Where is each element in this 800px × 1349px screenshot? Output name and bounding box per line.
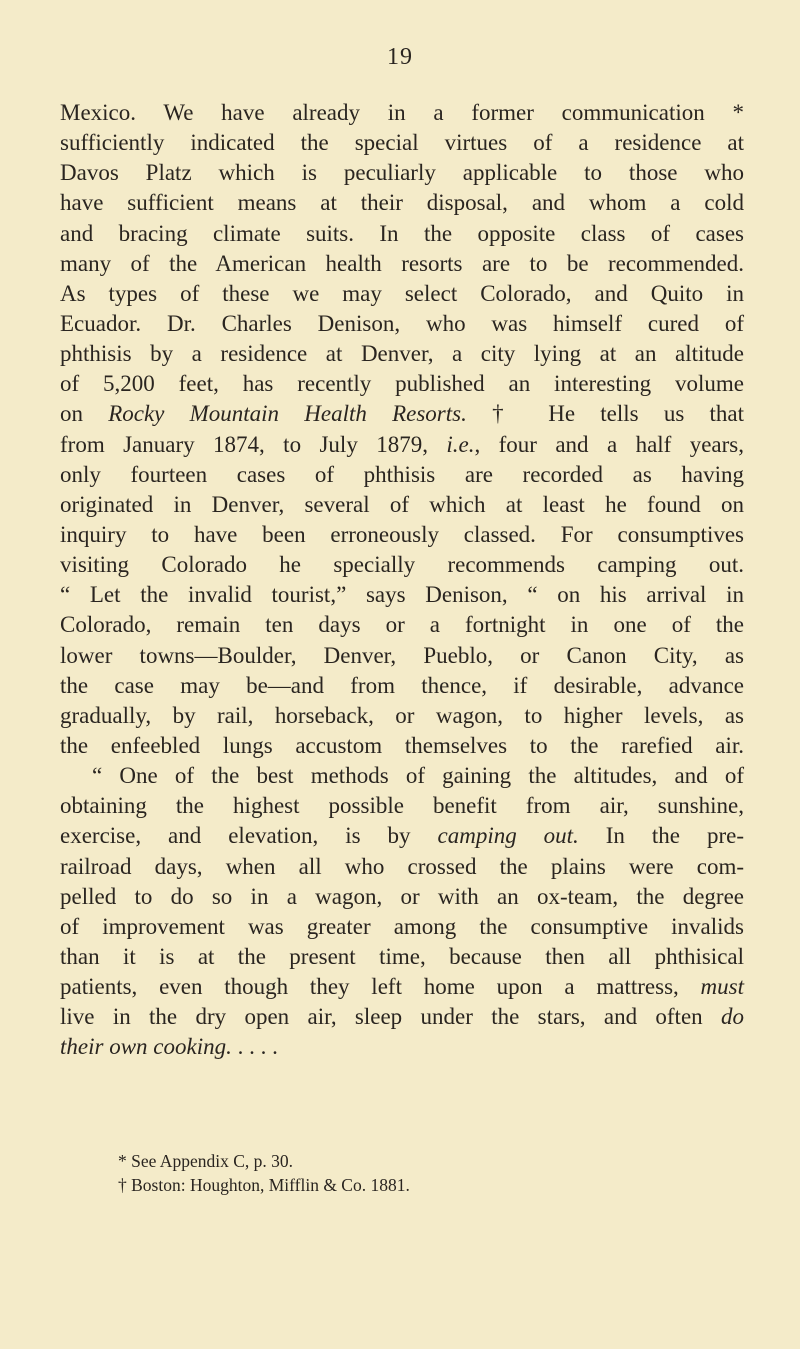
text-line: of 5,200 feet, has recently published an interesting volume — [60, 371, 744, 397]
text-line: on Rocky Mountain Health Resorts. † He tells us that — [60, 401, 744, 427]
text-line: patients, even though they left home upon a mattress, must — [60, 974, 744, 1000]
text-line: lower towns—Boulder, Denver, Pueblo, or Canon City, as — [60, 642, 744, 668]
text-line: originated in Denver, several of which at least he found on — [60, 491, 744, 517]
text-line: Colorado, remain ten days or a fortnight in one of the — [60, 612, 744, 638]
text-line: visiting Colorado he specially recommends camping out. — [60, 552, 744, 578]
text-line: from January 1874, to July 1879, i.e., four and a half years, — [60, 431, 745, 457]
text-line: their own cooking. . . . . — [60, 1034, 278, 1060]
emphasis: camping out. — [437, 823, 579, 849]
text-line: Ecuador. Dr. Charles Denison, who was himself cured of — [60, 310, 744, 336]
text-line: Mexico. We have already in a former communication * — [60, 100, 744, 125]
page-number: 19 — [387, 44, 413, 70]
text-line: many of the American health resorts are to be recommended. — [60, 250, 744, 276]
text-line: phthisis by a residence at Denver, a city lying at an altitude — [60, 341, 744, 367]
book-title: Rocky Mountain Health Resorts. — [108, 401, 467, 427]
text-line: have sufficient means at their disposal, and whom a cold — [60, 190, 744, 216]
text-line: “ One of the best methods of gaining the altitudes, and of — [92, 763, 744, 789]
text-line: the enfeebled lungs accustom themselves to the rarefied air. — [60, 732, 744, 758]
text-line: obtaining the highest possible benefit from air, sunshine, — [60, 793, 744, 819]
text-line: Davos Platz which is peculiarly applicable to those who — [60, 160, 744, 186]
emphasis: must — [700, 974, 744, 1000]
text-line: exercise, and elevation, is by camping out. In the pre- — [60, 823, 744, 849]
emphasis: their own cooking. — [60, 1034, 232, 1060]
text-line: and bracing climate suits. In the opposite class of cases — [60, 220, 744, 246]
text-line: live in the dry open air, sleep under the stars, and often do — [60, 1004, 744, 1030]
footnote: † Boston: Houghton, Mifflin & Co. 1881. — [118, 1175, 410, 1195]
text-line: “ Let the invalid tourist,” says Denison, “ on his arrival in — [60, 582, 744, 608]
text-line: only fourteen cases of phthisis are recorded as having — [60, 461, 744, 487]
text-line: the case may be—and from thence, if desirable, advance — [60, 672, 744, 698]
text-line: pelled to do so in a wagon, or with an ox-team, the degree — [60, 883, 744, 909]
text-line: inquiry to have been erroneously classed. For consumptives — [60, 521, 744, 547]
footnote: * See Appendix C, p. 30. — [118, 1151, 293, 1171]
body-text — [60, 98, 744, 1063]
text-line: gradually, by rail, horseback, or wagon, to higher levels, as — [60, 702, 744, 728]
text-line: railroad days, when all who crossed the plains were com- — [60, 853, 744, 879]
emphasis: do — [721, 1004, 744, 1030]
text-line: of improvement was greater among the consumptive invalids — [60, 913, 744, 939]
text-line: than it is at the present time, because then all phthisical — [60, 943, 744, 969]
text-line: sufficiently indicated the special virtues of a residence at — [60, 130, 744, 156]
text-line: As types of these we may select Colorado, and Quito in — [60, 280, 744, 306]
footnotes — [118, 1149, 758, 1197]
